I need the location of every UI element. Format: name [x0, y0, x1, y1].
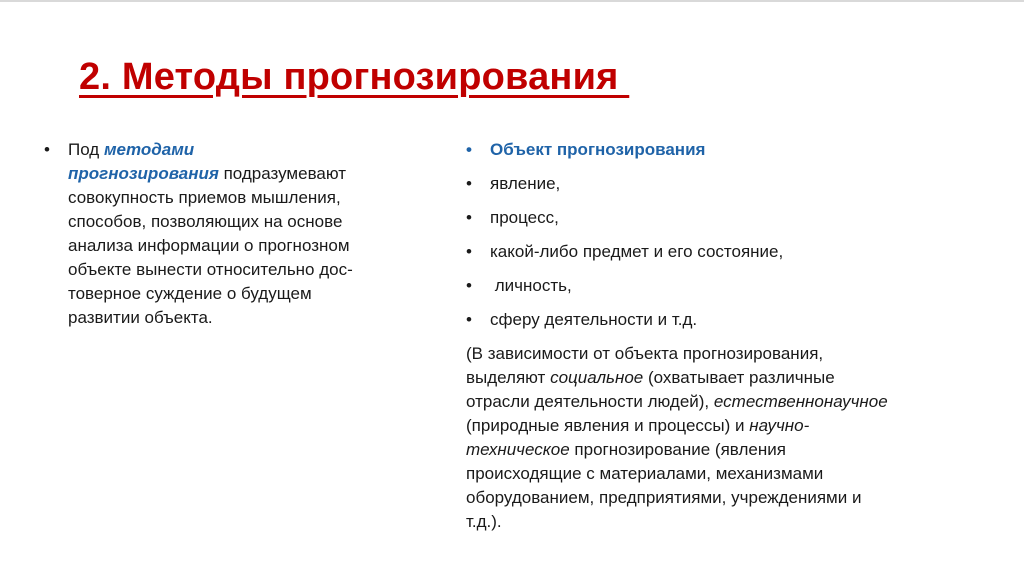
classification-paragraph: [466, 342, 1006, 534]
definition-line-7: товерное суждение о будущем: [68, 284, 312, 303]
bullet-icon: •: [466, 276, 472, 295]
para-line-8: т.д.).: [466, 512, 502, 531]
definition-line-4: способов, позволяющих на основе: [68, 212, 343, 231]
object-item: [466, 206, 1006, 230]
bullet-icon: •: [466, 174, 472, 193]
para-line-1: (В зависимости от объекта прогнозирования,: [466, 344, 824, 363]
object-item: [466, 274, 1006, 298]
scientific-technical-term-part-2: техническое: [466, 440, 570, 459]
bullet-icon: •: [466, 208, 472, 227]
definition-line-3: совокупность приемов мышления,: [68, 188, 341, 207]
object-item: [466, 308, 1006, 332]
object-header-text: Объект прогнозирования: [490, 140, 706, 159]
definition-line-8: развитии объекта.: [68, 308, 213, 327]
object-item: [466, 240, 1006, 264]
bullet-icon: •: [466, 140, 472, 159]
top-divider: [0, 0, 1024, 2]
slide-title: 2. Методы прогнозирования: [79, 56, 630, 98]
para-line-5: [466, 438, 1006, 462]
bullet-icon: •: [466, 310, 472, 329]
para-text: отрасли деятельности людей),: [466, 392, 714, 411]
object-item-text: какой-либо предмет и его состояние,: [490, 242, 784, 261]
para-line-2: [466, 366, 1006, 390]
definition-intro: Под: [68, 140, 104, 159]
definition-line-6: объекте вынести относительно дос-: [68, 260, 353, 279]
para-line-6: происходящие с материалами, механизмами: [466, 464, 824, 483]
para-text: (охватывает различные: [643, 368, 835, 387]
definition-highlight-2: прогнозирования: [68, 164, 219, 183]
natural-science-term: естественнонаучное: [713, 392, 888, 411]
definition-line-2: [68, 162, 444, 186]
bullet-icon: •: [44, 140, 50, 159]
definition-line-5: анализа информации о прогнозном: [68, 236, 350, 255]
definition-line-1: [68, 138, 444, 162]
scientific-technical-term-part-1: научно-: [749, 416, 810, 435]
para-text: (природные явления и процессы) и: [466, 416, 750, 435]
para-text: выделяют: [466, 368, 551, 387]
definition-line-1-rest: подразумевают: [218, 164, 347, 183]
object-item-text: личность,: [490, 276, 572, 295]
para-text: прогнозирование (явления: [569, 440, 786, 459]
bullet-icon: •: [466, 242, 472, 261]
object-item-text: сферу деятельности и т.д.: [490, 310, 698, 329]
object-item-text: процесс,: [490, 208, 559, 227]
right-column: [466, 138, 1006, 534]
definition-highlight-1: методами: [103, 140, 195, 159]
para-line-4: [466, 414, 1006, 438]
object-header: [466, 138, 1006, 162]
object-item-text: явление,: [490, 174, 561, 193]
definition-bullet: [44, 138, 444, 330]
social-term: социальное: [550, 368, 644, 387]
left-column: [44, 138, 444, 330]
object-item: [466, 172, 1006, 196]
para-line-7: оборудованием, предприятиями, учреждениями и: [466, 488, 862, 507]
para-line-3: [466, 390, 1006, 414]
